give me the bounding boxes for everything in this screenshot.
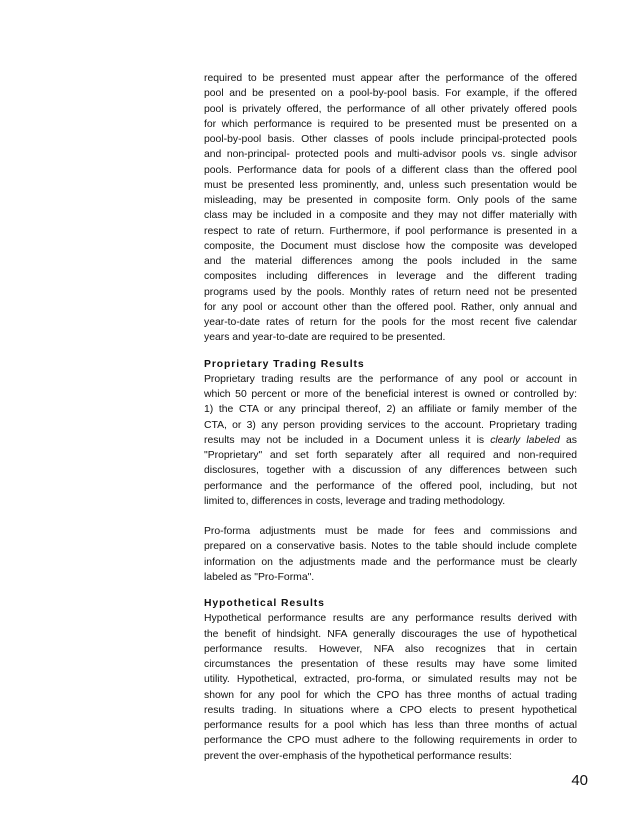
text-line: Proprietary trading results are the performance of any pool or account in [204,373,577,385]
paragraph-1 [204,71,577,346]
text-line: performance results for a pool which has less than three months of actual [204,720,577,731]
text-line-with-emphasis [204,433,577,448]
text-line: pools. Performance data for pools of a different class than the offered pool [204,164,577,176]
text-line: labeled as "Pro-Forma". [204,571,315,583]
page-body [204,71,577,764]
text-line: respect to rate of return. Furthermore, if pool performance is presented in a [204,225,577,237]
text-line: "Proprietary" and set forth separately after all required and non-required [204,450,577,461]
section-heading-hypothetical: Hypothetical Results [204,598,325,609]
text-line: years and year-to-date are required to be presented. [204,332,446,344]
text-line: performance the CPO must adhere to the following requirements in order to [204,735,577,747]
text-line: programs used by the pools. Monthly rates of return need not be presented [204,286,577,298]
text-line: information on the adjustments made and the performance must be clearly [204,556,577,568]
text-line: performance and the performance of the offered pool, including, but not [204,480,577,492]
text-line: pool is privately offered, the performance of all other privately offered pools [204,103,577,115]
emphasis-text: clearly labeled [490,434,560,446]
section-heading-proprietary: Proprietary Trading Results [204,358,365,370]
paragraph-2 [204,372,577,509]
text-line: Hypothetical performance results are any performance results derived with [204,613,577,625]
text-line: year-to-date rates of return for the pools for the most recent five calendar [204,317,577,328]
text-line: results trading. In situations where a CPO elects to present hypothetical [204,704,577,716]
paragraph-4 [204,611,577,764]
text-line: must be presented less prominently, and, unless such presentation would be [204,179,577,191]
text-line: CTA, or 3) any person providing services to the account. Proprietary trading [204,419,577,431]
text-line: class may be included in a composite and they may not differ materially with [204,210,577,222]
page-number: 40 [571,772,588,789]
text-line: performance results. However, NFA also recognizes that in certain [204,643,577,655]
text-line: the benefit of hindsight. NFA generally discourages the use of hypothetical [204,628,577,640]
text-line: for any pool or account other than the offered pool. Rather, only annual and [204,301,577,313]
text-line: composite, the Document must disclose how the composite was developed [204,240,577,252]
text-line: misleading, may be presented in composite form. Only pools of the same [204,195,577,206]
text-line: shown for any pool for which the CPO has three months of actual trading [204,689,577,701]
text-line: for which performance is required to be presented must be presented on a [204,118,577,130]
text-line: circumstances the presentation of these results may have some limited [204,659,577,670]
paragraph-3 [204,524,577,585]
text-line: required to be presented must appear after the performance of the offered [204,73,577,84]
text-line: which 50 percent or more of the beneficial interest is owned or controlled by: [204,389,577,400]
text-line: prevent the over-emphasis of the hypothetical performance results: [204,750,512,762]
text-line: limited to, differences in costs, leverage and trading methodology. [204,495,506,507]
text-line: pool-by-pool basis. Other classes of pools include principal-protected pools [204,134,577,145]
text-line: 1) the CTA or any principal thereof, 2) an affiliate or family member of the [204,404,577,416]
text-line: Pro-forma adjustments must be made for fees and commissions and [204,526,577,537]
text-line: disclosures, together with a discussion of any differences between such [204,465,577,477]
text-line: pool and be presented on a pool-by-pool basis. For example, if the offered [204,88,577,100]
text-line: and non-principal- protected pools and multi-advisor pools vs. single advisor [204,149,577,161]
text-run: as [559,434,577,446]
text-line: composites including differences in leverage and the different trading [204,271,577,283]
text-line: and the material differences among the pools included in the same [204,256,577,267]
text-line: prepared on a conservative basis. Notes to the table should include complete [204,541,577,553]
text-line: utility. Hypothetical, extracted, pro-forma, or simulated results may not be [204,674,577,686]
text-run: results may not be included in a Document unless it is [204,434,491,446]
